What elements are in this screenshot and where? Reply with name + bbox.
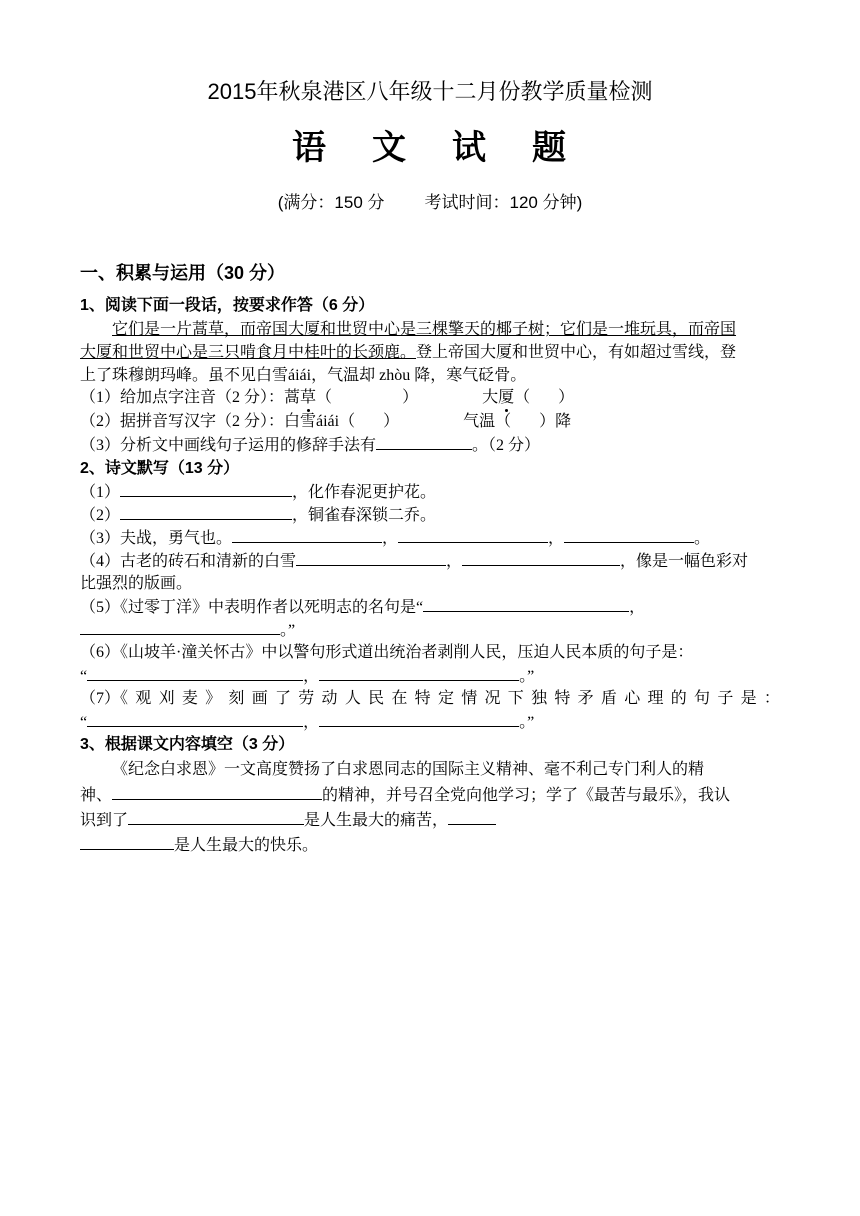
text-char: 人 [344,690,361,707]
poem-text: ，像是一幅色彩对 [620,553,749,570]
punct: 。 [694,530,711,547]
fill-text: 神、 [80,787,113,804]
item-label: （2） [80,507,121,524]
exam-title [0,128,860,168]
answer-blank[interactable] [319,712,519,727]
exam-time: 考试时间：120 分钟) [424,193,583,212]
item-label: （3）夫战，勇气也。 [80,530,233,547]
paren: ） [383,413,400,430]
question-heading: 3、根据课文内容填空（3 分） [80,736,295,753]
fill-line [80,835,318,856]
punct: ， [303,668,320,685]
answer-blank[interactable] [112,785,322,800]
text-char: 在 [391,690,408,707]
text-char: 民 [368,690,385,707]
text-char: 的 [670,690,687,707]
recite-line-7-cont [80,712,534,733]
title-char: 试 [452,129,488,167]
recite-line-4 [80,551,748,572]
word-text: 气温（ [463,413,512,430]
text-char: 心 [624,690,641,707]
text-char: 》 [205,690,222,707]
answer-blank[interactable] [448,810,496,825]
text-char: 动 [321,690,338,707]
text-char: 是 [740,690,757,707]
text-char: 了 [274,690,291,707]
answer-blank[interactable] [87,666,303,681]
text-char: 刻 [228,690,245,707]
exam-header-line: 2015年秋泉港区八年级十二月份教学质量检测 [207,79,653,104]
text-char: 句 [694,690,711,707]
text-char: 定 [437,690,454,707]
fill-text: 是人生最大的快乐。 [174,837,319,854]
exam-info [0,192,860,214]
sub-question-1 [80,388,574,408]
underlined-sentence: 它们是一片蒿草，而帝国大厦和世贸中心是三棵擎天的椰子树；它们是一堆玩具，而帝国 [112,321,737,338]
item-label: （5）《过零丁洋》中表明作者以死明志的名句是“ [80,599,424,616]
text-char: （7）《 [80,690,129,707]
text-char: 特 [414,690,431,707]
answer-blank[interactable] [128,810,304,825]
answer-blank[interactable] [80,620,280,635]
text-char: 观 [135,690,152,707]
fill-line [80,785,730,806]
item-label: （4）古老的砖石和清新的白雪 [80,553,297,570]
answer-blank[interactable] [398,528,548,543]
paren: （ [316,389,333,406]
punct: ， [548,530,565,547]
text-char: 盾 [600,690,617,707]
recite-line-2 [80,505,436,526]
recite-line-5 [80,597,645,618]
sub-question-2 [80,412,571,432]
text-char: 矛 [577,690,594,707]
fill-text: 的精神，并号召全党向他学习；学了《最苦与最乐》，我认 [322,787,731,804]
paren: （ [514,389,531,406]
recite-line-7 [80,689,780,709]
paren: ）降 [539,413,572,430]
answer-blank[interactable] [319,666,519,681]
text-char: 劳 [298,690,315,707]
punct: 。” [280,622,296,639]
answer-blank[interactable] [120,482,292,497]
underlined-sentence: 大厦和世贸中心是三只啃食月中桂叶的长颈鹿。 [80,344,417,361]
recite-line-6: （6）《山坡羊·潼关怀古》中以警句形式道出统治者剥削人民，压迫人民本质的句子是： [80,644,694,661]
punct: 。” [519,668,535,685]
recite-line-1 [80,482,436,503]
punct: ， [303,714,320,731]
punct: ， [446,553,463,570]
fill-line [80,810,496,831]
title-char: 语 [292,129,328,167]
sub-question-label: （1）给加点字注音（2 分）： [80,389,285,406]
sub-question-label: （3）分析文中画线句子运用的修辞手法有 [80,437,377,454]
answer-blank[interactable] [423,597,629,612]
paren: ） [402,389,419,406]
text-char: 特 [554,690,571,707]
poem-text: ，化作春泥更护花。 [292,484,437,501]
text-char: 独 [531,690,548,707]
text-char: ： [763,690,780,707]
punct: ， [382,530,399,547]
recite-line-5-cont [80,620,295,641]
score-note: 。（2 分） [472,437,541,454]
passage-line [112,320,736,340]
dotted-char: 厦 [498,389,515,406]
punct: “ [80,714,88,731]
answer-blank[interactable] [564,528,694,543]
item-label: （1） [80,484,121,501]
fill-text: 是人生最大的痛苦， [304,812,449,829]
answer-blank[interactable] [462,551,620,566]
answer-blank[interactable] [296,551,446,566]
text-char: 画 [251,690,268,707]
title-char: 文 [372,129,408,167]
passage-text: 登上帝国大厦和世贸中心，有如超过雪线，登 [416,344,737,361]
recite-line-6-cont [80,666,534,687]
passage-line [80,343,736,363]
punct: 。” [519,714,535,731]
punct: ， [629,599,646,616]
answer-blank[interactable] [80,835,174,850]
text-char: 下 [507,690,524,707]
question-heading: 1、阅读下面一段话，按要求作答（6 分） [80,297,375,314]
punct: “ [80,668,88,685]
text-char: 子 [717,690,734,707]
answer-blank[interactable] [232,528,382,543]
answer-blank[interactable] [87,712,303,727]
fill-line: 《纪念白求恩》一文高度赞扬了白求恩同志的国际主义精神、毫不利己专门利人的精 [112,761,705,778]
question-heading: 2、诗文默写（13 分） [80,460,240,477]
title-char: 题 [532,129,568,167]
recite-line-3 [80,528,710,549]
word-text: 大 [482,389,499,406]
full-score: (满分：150 分 [277,193,385,212]
section-title: 一、积累与运用（30 分） [80,263,286,283]
text-char: 麦 [181,690,198,707]
text-char: 况 [484,690,501,707]
dotted-char: 草 [300,389,317,406]
text-char: 情 [461,690,478,707]
text-char: 理 [647,690,664,707]
answer-blank[interactable] [120,505,292,520]
word-text: 蒿 [284,389,301,406]
sub-question-label: （2）据拼音写汉字（2 分）：白雪áiái（ [80,413,356,430]
sub-question-3 [80,435,540,456]
answer-blank[interactable] [376,435,472,450]
recite-line-4-cont: 比强烈的版画。 [80,575,193,592]
fill-text: 识到了 [80,812,129,829]
passage-line: 上了珠穆朗玛峰。虽不见白雪áiái，气温却 zhòu 降，寒气砭骨。 [80,367,527,384]
paren: ） [558,389,575,406]
text-char: 刈 [158,690,175,707]
poem-text: ，铜雀春深锁二乔。 [292,507,437,524]
